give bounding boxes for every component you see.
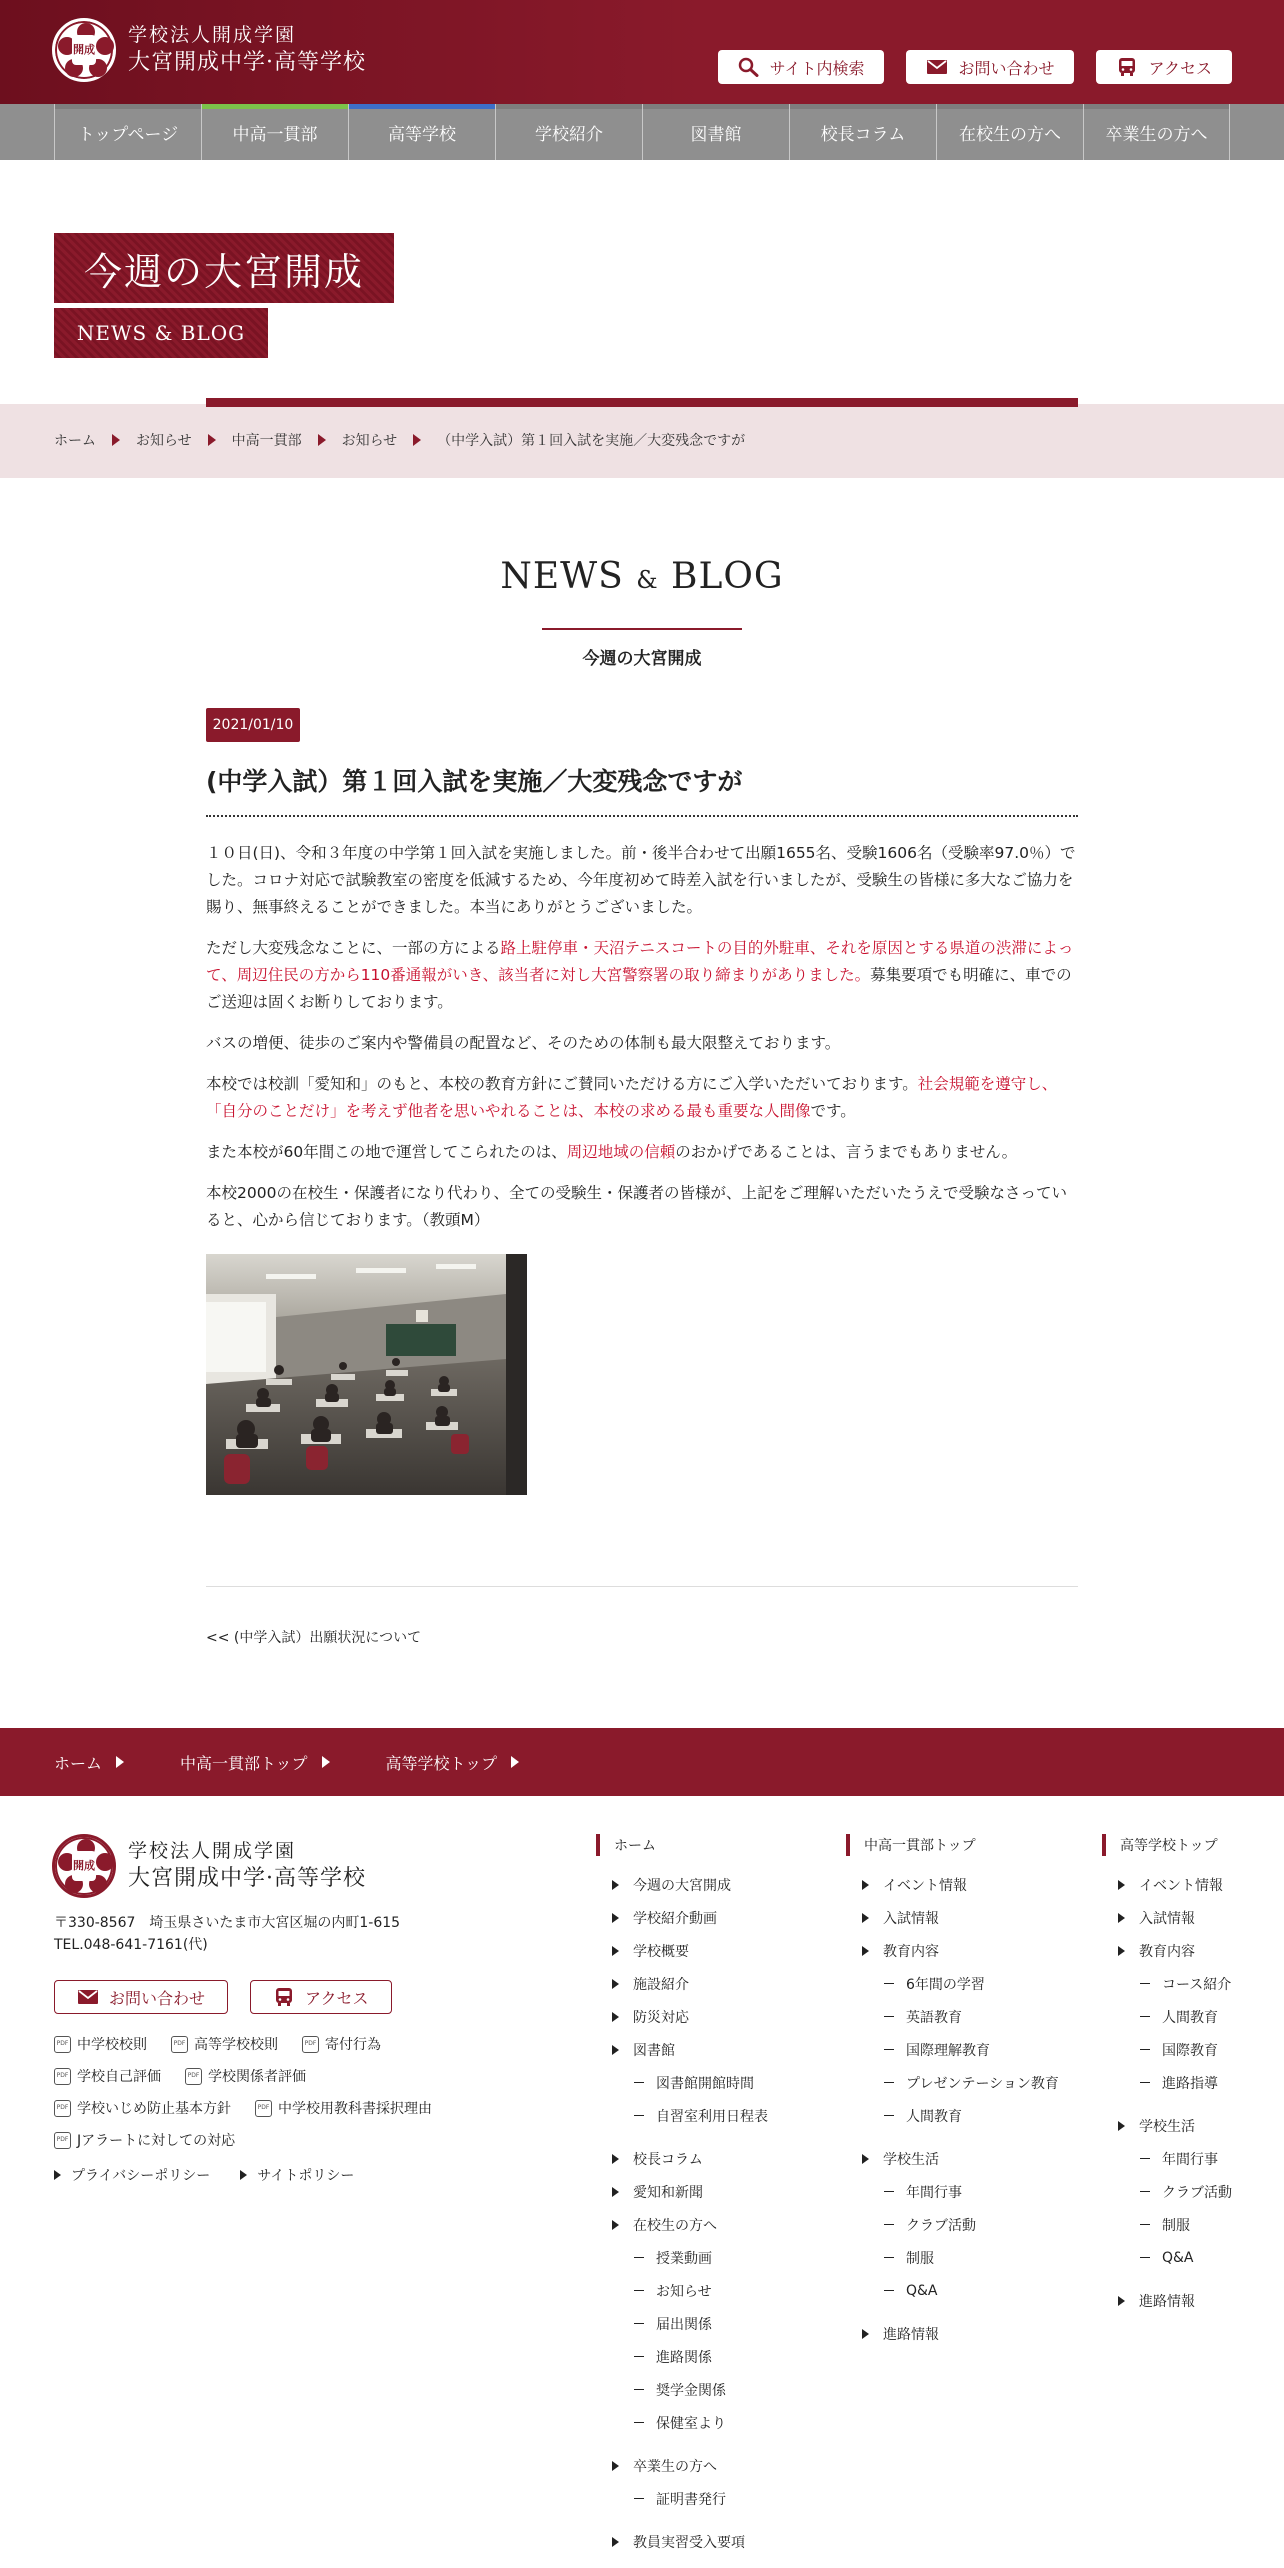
footer-sublink[interactable] xyxy=(596,2406,768,2439)
chevron-right-icon xyxy=(612,2045,619,2055)
pdf-icon: PDF xyxy=(185,2068,202,2085)
policy-link[interactable] xyxy=(54,2165,210,2185)
footer-sublink-label: 制服 xyxy=(906,2250,934,2267)
nav-item-label: トップページ xyxy=(77,124,179,145)
dash-icon xyxy=(884,2049,894,2051)
footer-logo-line1: 学校法人開成学園 xyxy=(128,1840,297,1862)
mail-icon xyxy=(77,1987,99,2007)
footer-spacer xyxy=(596,2132,768,2142)
nav-item-label: 学校紹介 xyxy=(535,124,603,145)
footer-sublink[interactable] xyxy=(596,2274,768,2307)
dash-icon xyxy=(884,2290,894,2292)
bus-icon xyxy=(273,1987,295,2007)
page-title: 今週の大宮開成 xyxy=(54,233,394,303)
nav-item[interactable] xyxy=(201,104,348,160)
article-divider xyxy=(206,1586,1078,1587)
footer-access-label: アクセス xyxy=(305,1988,369,2008)
pdf-icon: PDF xyxy=(255,2100,272,2117)
chevron-right-icon xyxy=(1118,1913,1125,1923)
logo-line1: 学校法人開成学園 xyxy=(128,24,297,46)
breadcrumb-link[interactable]: ホーム xyxy=(54,433,96,449)
footer-band-link[interactable] xyxy=(386,1751,520,1774)
nav-accent-bar xyxy=(202,104,348,109)
footer-sublink[interactable] xyxy=(1102,2175,1232,2208)
footer-sublink[interactable] xyxy=(846,2241,1059,2274)
dash-icon xyxy=(884,2082,894,2084)
footer-spacer xyxy=(846,2132,1059,2142)
footer-column-heading[interactable]: 中高一貫部トップ xyxy=(846,1834,1059,1856)
footer-spacer xyxy=(846,2307,1059,2317)
dash-icon xyxy=(884,2191,894,2193)
footer-sublink[interactable] xyxy=(1102,1967,1232,2000)
chevron-right-icon xyxy=(612,2012,619,2022)
section-title-jp: 今週の大宮開成 xyxy=(582,649,702,669)
chevron-right-icon xyxy=(1118,1946,1125,1956)
chevron-right-icon xyxy=(54,2170,61,2180)
pdf-link[interactable] xyxy=(185,2066,306,2086)
policy-link[interactable] xyxy=(240,2165,354,2185)
seal-text: 開成 xyxy=(72,35,96,65)
footer-link[interactable] xyxy=(1102,1901,1232,1934)
breadcrumb-link[interactable]: お知らせ xyxy=(341,433,398,449)
nav-item-label: 校長コラム xyxy=(820,124,906,145)
article-paragraph: ただし大変残念なことに、一部の方による路上駐停車・天沼テニスコートの目的外駐車、それを原因とする県道の渋滞によって、周辺住民の方から110番通報がいき、該当者に対し大宮警察署の取り締まりがありました。募集要項でも明確に、車でのご送迎は固くお断りしております。 xyxy=(206,939,1074,1011)
footer-sublink[interactable] xyxy=(1102,2241,1232,2274)
dash-icon xyxy=(634,2290,644,2292)
footer-link-label: 図書館 xyxy=(633,2042,675,2059)
dash-icon xyxy=(884,2115,894,2117)
footer-sublink-label: 6年間の学習 xyxy=(906,1976,985,1993)
footer-contact-button[interactable] xyxy=(54,1980,228,2014)
footer-tel: TEL.048-641-7161(代) xyxy=(54,1937,208,1953)
footer-link[interactable] xyxy=(596,2142,768,2175)
footer-sublink[interactable] xyxy=(1102,2142,1232,2175)
highlight-text: 路上駐停車・天沼テニスコートの目的外駐車、それを原因とする県道の渋滞によって、周辺住民の方から110番通報がいき、該当者に対し大宮警察署の取り締まりがありました。 xyxy=(206,939,1074,984)
highlight-text: 社会規範を遵守し、「自分のことだけ」を考えず他者を思いやれることは、本校の求める最も重要な人間像 xyxy=(206,1075,1058,1120)
footer-sublink[interactable] xyxy=(596,2099,768,2132)
pdf-link[interactable] xyxy=(171,2034,278,2054)
footer-sublink[interactable] xyxy=(1102,2033,1232,2066)
site-header xyxy=(0,0,1284,104)
footer-link-label: 在校生の方へ xyxy=(633,2217,717,2234)
footer-link-label: 進路情報 xyxy=(883,2326,939,2343)
footer-link-label: 学校紹介動画 xyxy=(633,1910,717,1927)
article-paragraph: １０日(日)、令和３年度の中学第１回入試を実施しました。前・後半合わせて出願1655名、受験1606名（受験率97.0％）でした。コロナ対応で試験教室の密度を低減するため、今年度初めて時差入試を行いましたが、受験生の皆様に多大なご協力を賜り、無事終えることができました。本当にありがとうございました。 xyxy=(206,844,1076,916)
pdf-icon: PDF xyxy=(302,2036,319,2053)
pdf-link[interactable] xyxy=(54,2034,147,2054)
dash-icon xyxy=(1140,2016,1150,2018)
breadcrumb-accent-bar xyxy=(206,398,1078,407)
nav-accent-bar xyxy=(937,104,1083,109)
chevron-right-icon xyxy=(240,2170,247,2180)
footer-sublink[interactable] xyxy=(596,2482,768,2515)
footer-link[interactable] xyxy=(596,2175,768,2208)
footer-column-heading[interactable]: ホーム xyxy=(596,1834,768,1856)
footer-link[interactable] xyxy=(1102,2284,1232,2317)
footer-sublink[interactable] xyxy=(596,2340,768,2373)
dash-icon xyxy=(1140,1983,1150,1985)
footer-sublink-label: 国際教育 xyxy=(1162,2042,1218,2059)
section-title-en xyxy=(0,556,1284,597)
highlight-text: 周辺地域の信頼 xyxy=(566,1143,676,1161)
nav-item-label: 高等学校 xyxy=(388,124,456,145)
footer-spacer xyxy=(596,2515,768,2525)
chevron-right-icon xyxy=(612,1979,619,1989)
section-title-en-amp: & xyxy=(636,566,659,594)
nav-accent-bar xyxy=(349,104,495,109)
dash-icon xyxy=(634,2498,644,2500)
chevron-right-icon xyxy=(612,2461,619,2471)
chevron-right-icon xyxy=(322,1756,330,1768)
footer-link-label: 今週の大宮開成 xyxy=(633,1877,731,1894)
global-nav xyxy=(0,104,1284,160)
chevron-right-icon xyxy=(511,1756,519,1768)
access-button[interactable] xyxy=(1096,50,1232,84)
footer-link[interactable] xyxy=(846,1934,1059,1967)
footer-sublink[interactable] xyxy=(596,2307,768,2340)
footer-link[interactable] xyxy=(596,2033,768,2066)
search-icon xyxy=(738,57,760,77)
site-search-button[interactable] xyxy=(718,50,885,84)
chevron-right-icon xyxy=(862,1880,869,1890)
footer-link-label: イベント情報 xyxy=(883,1877,967,1894)
article-paragraph: 本校2000の在校生・保護者になり代わり、全ての受験生・保護者の皆様が、上記をご理解いただいたうえで受験なさっていると、心から信じております。（教頭M） xyxy=(206,1184,1067,1229)
nav-item[interactable] xyxy=(495,104,642,160)
pdf-link[interactable] xyxy=(54,2098,231,2118)
footer-link[interactable] xyxy=(596,1934,768,1967)
breadcrumb-arrow-icon xyxy=(112,434,120,446)
footer-link-label: 入試情報 xyxy=(1139,1910,1195,1927)
site-logo[interactable] xyxy=(52,18,366,82)
footer-link-label: 教員実習受入要項 xyxy=(633,2534,745,2551)
footer-sublink[interactable] xyxy=(846,2000,1059,2033)
footer-band-link[interactable] xyxy=(180,1751,330,1774)
chevron-right-icon xyxy=(612,1880,619,1890)
pdf-link-label: 学校自己評価 xyxy=(77,2069,161,2085)
footer-sublink-label: Q&A xyxy=(1162,2249,1194,2266)
footer-band-link-label: 中高一貫部トップ xyxy=(180,1753,308,1773)
footer-sublink[interactable] xyxy=(846,2099,1059,2132)
footer-band-link[interactable] xyxy=(54,1751,124,1774)
footer-link[interactable] xyxy=(596,1868,768,1901)
pdf-link-label: 中学校校則 xyxy=(77,2037,147,2053)
footer-sublink[interactable] xyxy=(1102,2208,1232,2241)
footer-sublink-label: 英語教育 xyxy=(906,2009,962,2026)
footer-link[interactable] xyxy=(846,1901,1059,1934)
breadcrumb-arrow-icon xyxy=(413,434,421,446)
contact-label: お問い合わせ xyxy=(958,58,1055,78)
footer-link[interactable] xyxy=(846,2142,1059,2175)
breadcrumb-arrow-icon xyxy=(318,434,326,446)
section-title-en-tail: BLOG xyxy=(671,556,784,597)
footer-sublink[interactable] xyxy=(596,2066,768,2099)
nav-item-label: 在校生の方へ xyxy=(959,124,1061,145)
footer-sublink-label: 年間行事 xyxy=(1162,2151,1218,2168)
footer-column-senior xyxy=(1102,1834,1232,2317)
dash-icon xyxy=(634,2422,644,2424)
pdf-icon: PDF xyxy=(54,2036,71,2053)
footer-link-label: 学校生活 xyxy=(1139,2118,1195,2135)
footer-logo-line2: 大宮開成中学·高等学校 xyxy=(128,1866,366,1891)
article-paragraph: バスの増便、徒歩のご案内や警備員の配置など、そのための体制も最大限整えております。 xyxy=(206,1034,841,1052)
pdf-icon: PDF xyxy=(54,2132,71,2149)
chevron-right-icon xyxy=(612,2187,619,2197)
article-paragraph: また本校が60年間この地で運営してこられたのは、周辺地域の信頼のおかげであることは、言うまでもありません。 xyxy=(206,1143,1018,1161)
footer-link[interactable] xyxy=(596,1901,768,1934)
policy-link-label: サイトポリシー xyxy=(257,2168,355,2184)
footer-sublink-label: 制服 xyxy=(1162,2217,1190,2234)
footer-link[interactable] xyxy=(596,2449,768,2482)
school-seal-icon xyxy=(52,1834,116,1898)
access-label: アクセス xyxy=(1148,58,1212,78)
breadcrumb-link[interactable]: お知らせ xyxy=(136,433,192,449)
chevron-right-icon xyxy=(612,2220,619,2230)
footer-sublink-label: 年間行事 xyxy=(906,2184,962,2201)
footer-sublink-label: プレゼンテーション教育 xyxy=(906,2075,1059,2092)
article-body xyxy=(206,840,1078,1248)
footer-link[interactable] xyxy=(596,2000,768,2033)
footer-link-label: 教育内容 xyxy=(883,1943,939,1960)
footer-nav-band xyxy=(0,1728,1284,1796)
contact-button[interactable] xyxy=(906,50,1074,84)
article-title: (中学入試）第１回入試を実施／大変残念ですが xyxy=(206,767,743,796)
nav-accent-bar xyxy=(1084,104,1229,109)
site-search-label: サイト内検索 xyxy=(769,58,865,78)
footer-link[interactable] xyxy=(596,2208,768,2241)
breadcrumb-arrow-icon xyxy=(208,434,216,446)
nav-item[interactable] xyxy=(789,104,936,160)
footer-sublink-label: 国際理解教育 xyxy=(906,2042,990,2059)
section-divider xyxy=(542,628,742,630)
prev-article-link[interactable]: << (中学入試）出願状況について xyxy=(206,1630,422,1646)
footer-sublink[interactable] xyxy=(596,2241,768,2274)
page-subtitle: NEWS & BLOG xyxy=(54,308,268,358)
footer-link-label: 学校生活 xyxy=(883,2151,939,2168)
pdf-link-label: 学校いじめ防止基本方針 xyxy=(77,2101,231,2117)
article-paragraph: 本校では校訓「愛知和」のもと、本校の教育方針にご賛同いただける方にご入学いただいております。社会規範を遵守し、「自分のことだけ」を考えず他者を思いやれることは、本校の求める最も重要な人間像です。 xyxy=(206,1075,1058,1120)
footer-link-label: 学校概要 xyxy=(633,1943,689,1960)
footer-sublink-label: Q&A xyxy=(906,2282,938,2299)
pdf-icon: PDF xyxy=(54,2100,71,2117)
footer-link-label: 入試情報 xyxy=(883,1910,939,1927)
seal-text: 開成 xyxy=(72,1851,96,1881)
section-title-en-main: NEWS xyxy=(500,556,624,597)
pdf-link-label: Jアラートに対しての対応 xyxy=(77,2133,236,2149)
dash-icon xyxy=(884,2016,894,2018)
nav-item[interactable] xyxy=(1083,104,1230,160)
logo-line2: 大宮開成中学·高等学校 xyxy=(128,50,366,75)
dash-icon xyxy=(634,2389,644,2391)
footer-spacer xyxy=(1102,2274,1232,2284)
footer-column-home xyxy=(596,1834,768,2558)
dash-icon xyxy=(634,2257,644,2259)
footer-link-label: イベント情報 xyxy=(1139,1877,1223,1894)
footer-sublink-label: 自習室利用日程表 xyxy=(656,2108,768,2125)
pdf-link[interactable] xyxy=(54,2066,161,2086)
footer-access-button[interactable] xyxy=(250,1980,392,2014)
footer-sublink[interactable] xyxy=(846,2175,1059,2208)
chevron-right-icon xyxy=(1118,2121,1125,2131)
dash-icon xyxy=(634,2356,644,2358)
footer-sublink[interactable] xyxy=(596,2373,768,2406)
chevron-right-icon xyxy=(612,2537,619,2547)
chevron-right-icon xyxy=(862,1946,869,1956)
chevron-right-icon xyxy=(612,1913,619,1923)
footer-sublink-label: クラブ活動 xyxy=(906,2217,976,2234)
nav-item[interactable] xyxy=(54,104,201,160)
chevron-right-icon xyxy=(862,1913,869,1923)
dash-icon xyxy=(1140,2049,1150,2051)
footer-sublink[interactable] xyxy=(846,1967,1059,2000)
footer-link[interactable] xyxy=(1102,1868,1232,1901)
mail-icon xyxy=(926,57,948,77)
pdf-link-label: 学校関係者評価 xyxy=(208,2069,306,2085)
nav-accent-bar xyxy=(496,104,642,109)
footer-sublink[interactable] xyxy=(1102,2066,1232,2099)
footer-sublink-label: 授業動画 xyxy=(656,2250,712,2267)
footer-sublink-label: 保健室より xyxy=(656,2415,726,2432)
dash-icon xyxy=(884,2224,894,2226)
footer-address-block xyxy=(54,1912,400,1956)
footer-contact-label: お問い合わせ xyxy=(109,1988,206,2008)
nav-item[interactable] xyxy=(348,104,495,160)
footer-sublink-label: コース紹介 xyxy=(1162,1976,1232,1993)
nav-accent-bar xyxy=(790,104,936,109)
footer-link-label: 教育内容 xyxy=(1139,1943,1195,1960)
chevron-right-icon xyxy=(862,2329,869,2339)
title-dotted-divider xyxy=(206,815,1078,817)
dash-icon xyxy=(634,2115,644,2117)
policy-link-label: プライバシーポリシー xyxy=(71,2168,211,2184)
footer-sublink-label: 奨学金関係 xyxy=(656,2382,726,2399)
pdf-link-label: 中学校用教科書採択理由 xyxy=(278,2101,432,2117)
nav-item[interactable] xyxy=(936,104,1083,160)
footer-sublink-label: 届出関係 xyxy=(656,2316,712,2333)
footer-logo[interactable] xyxy=(52,1834,366,1898)
chevron-right-icon xyxy=(116,1756,124,1768)
pdf-link[interactable] xyxy=(54,2130,235,2150)
dash-icon xyxy=(1140,2224,1150,2226)
footer-sublink[interactable] xyxy=(846,2033,1059,2066)
dash-icon xyxy=(634,2082,644,2084)
nav-accent-bar xyxy=(55,104,201,109)
pdf-icon: PDF xyxy=(54,2068,71,2085)
breadcrumb xyxy=(54,430,745,450)
pdf-link[interactable] xyxy=(302,2034,381,2054)
footer-sublink-label: 進路関係 xyxy=(656,2349,712,2366)
footer-sublink-label: 証明書発行 xyxy=(656,2491,726,2508)
footer-sublink[interactable] xyxy=(846,2208,1059,2241)
exam-classroom-photo xyxy=(206,1254,527,1495)
article-date-badge: 2021/01/10 xyxy=(206,708,300,742)
pdf-link-label: 寄付行為 xyxy=(325,2037,381,2053)
dash-icon xyxy=(634,2323,644,2325)
chevron-right-icon xyxy=(1118,2296,1125,2306)
dash-icon xyxy=(1140,2257,1150,2259)
nav-item[interactable] xyxy=(642,104,789,160)
dash-icon xyxy=(1140,2191,1150,2193)
pdf-icon: PDF xyxy=(171,2036,188,2053)
nav-item-label: 中高一貫部 xyxy=(232,124,318,145)
footer-link[interactable] xyxy=(846,2317,1059,2350)
dash-icon xyxy=(1140,2158,1150,2160)
footer-column-heading[interactable]: 高等学校トップ xyxy=(1102,1834,1232,1856)
pdf-link[interactable] xyxy=(255,2098,432,2118)
footer-link[interactable] xyxy=(846,1868,1059,1901)
footer-sublink[interactable] xyxy=(846,2066,1059,2099)
chevron-right-icon xyxy=(612,1946,619,1956)
footer-sublink-label: 進路指導 xyxy=(1162,2075,1218,2092)
footer-address: 〒330-8567 埼玉県さいたま市大宮区堀の内町1-615 xyxy=(54,1915,401,1931)
footer-link[interactable] xyxy=(1102,1934,1232,1967)
footer-link-label: 進路情報 xyxy=(1139,2293,1195,2310)
chevron-right-icon xyxy=(612,2154,619,2164)
chevron-right-icon xyxy=(862,2154,869,2164)
footer-column-junior xyxy=(846,1834,1059,2350)
pdf-link-label: 高等学校校則 xyxy=(194,2037,278,2053)
footer-link-label: 防災対応 xyxy=(633,2009,689,2026)
nav-item-label: 卒業生の方へ xyxy=(1105,124,1208,145)
footer-band-link-label: 高等学校トップ xyxy=(385,1753,498,1773)
footer-band-link-label: ホーム xyxy=(54,1753,103,1773)
footer-link[interactable] xyxy=(596,2525,768,2558)
dash-icon xyxy=(884,1983,894,1985)
footer-sublink[interactable] xyxy=(1102,2000,1232,2033)
breadcrumb-current: （中学入試）第１回入試を実施／大変残念ですが xyxy=(437,433,746,449)
footer-link-label: 卒業生の方へ xyxy=(633,2458,717,2475)
nav-item-label: 図書館 xyxy=(690,124,742,145)
dash-icon xyxy=(884,2257,894,2259)
footer-spacer xyxy=(1102,2099,1232,2109)
footer-sublink-label: 図書館開館時間 xyxy=(656,2075,754,2092)
school-seal-icon xyxy=(52,18,116,82)
footer-sublink[interactable] xyxy=(846,2274,1059,2307)
footer-link-label: 校長コラム xyxy=(633,2151,703,2168)
footer-link-label: 愛知和新聞 xyxy=(633,2184,703,2201)
footer-link[interactable] xyxy=(596,1967,768,2000)
footer-sublink-label: クラブ活動 xyxy=(1162,2184,1232,2201)
footer-sublink-label: 人間教育 xyxy=(1162,2009,1218,2026)
footer-sublink-label: 人間教育 xyxy=(906,2108,962,2125)
footer-spacer xyxy=(596,2439,768,2449)
dash-icon xyxy=(1140,2082,1150,2084)
nav-accent-bar xyxy=(643,104,789,109)
footer-link-label: 施設紹介 xyxy=(633,1976,689,1993)
footer-sublink-label: お知らせ xyxy=(656,2283,712,2300)
breadcrumb-link[interactable]: 中高一貫部 xyxy=(231,433,302,449)
footer-link[interactable] xyxy=(1102,2109,1232,2142)
chevron-right-icon xyxy=(1118,1880,1125,1890)
bus-icon xyxy=(1116,57,1138,77)
